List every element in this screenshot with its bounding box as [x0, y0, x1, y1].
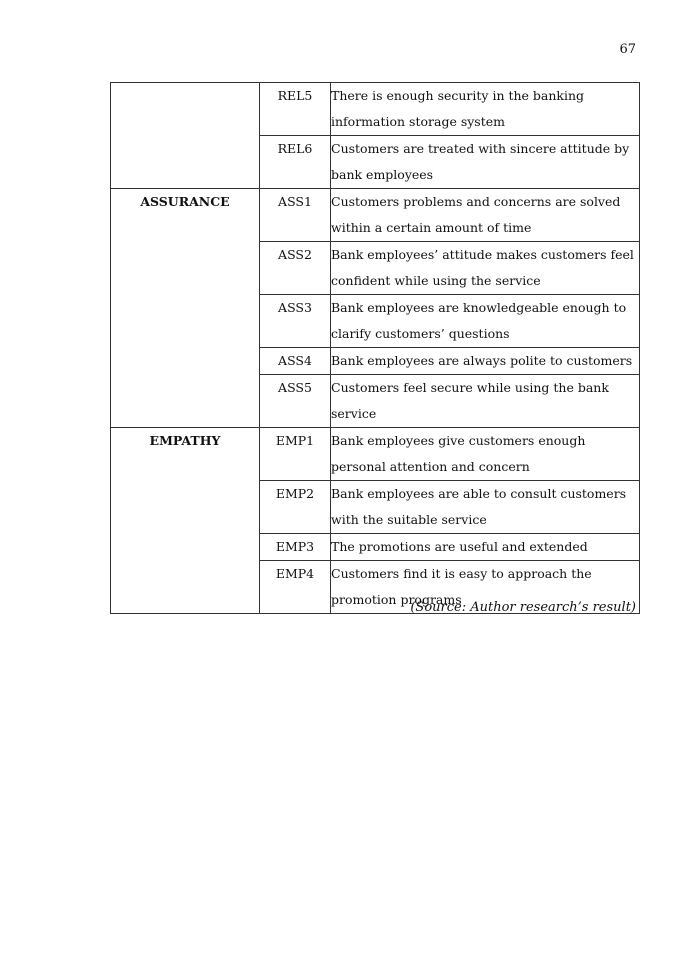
source-note: (Source: Author research’s result) — [410, 600, 636, 615]
table-row — [111, 428, 640, 481]
item-code: EMP1 — [260, 428, 331, 481]
item-description: Customers problems and concerns are solved within a certain amount of time — [331, 189, 640, 242]
item-description: Bank employees give customers enough personal attention and concern — [331, 428, 640, 481]
item-code: REL6 — [260, 136, 331, 189]
item-code: EMP3 — [260, 534, 331, 561]
item-code: REL5 — [260, 83, 331, 136]
measurement-items-table — [110, 82, 640, 614]
group-cell-assurance: ASSURANCE — [111, 189, 260, 428]
item-code: EMP2 — [260, 481, 331, 534]
item-description: Customers find it is easy to approach the promotion programs — [331, 561, 640, 614]
item-description: Bank employees are able to consult customers with the suitable service — [331, 481, 640, 534]
table-row — [111, 83, 640, 136]
group-cell-empathy: EMPATHY — [111, 428, 260, 614]
item-code: ASS3 — [260, 295, 331, 348]
item-description: Customers are treated with sincere attitude by bank employees — [331, 136, 640, 189]
item-code: ASS5 — [260, 375, 331, 428]
item-code: EMP4 — [260, 561, 331, 614]
item-description: Customers feel secure while using the bank service — [331, 375, 640, 428]
item-description: Bank employees’ attitude makes customers feel confident while using the service — [331, 242, 640, 295]
item-description: Bank employees are always polite to customers — [331, 348, 640, 375]
table-row — [111, 189, 640, 242]
item-code: ASS4 — [260, 348, 331, 375]
item-code: ASS2 — [260, 242, 331, 295]
item-description: Bank employees are knowledgeable enough to clarify customers’ questions — [331, 295, 640, 348]
group-cell-reliability — [111, 83, 260, 189]
item-description: The promotions are useful and extended — [331, 534, 640, 561]
page-number: 67 — [619, 42, 636, 57]
item-code: ASS1 — [260, 189, 331, 242]
item-description: There is enough security in the banking information storage system — [331, 83, 640, 136]
